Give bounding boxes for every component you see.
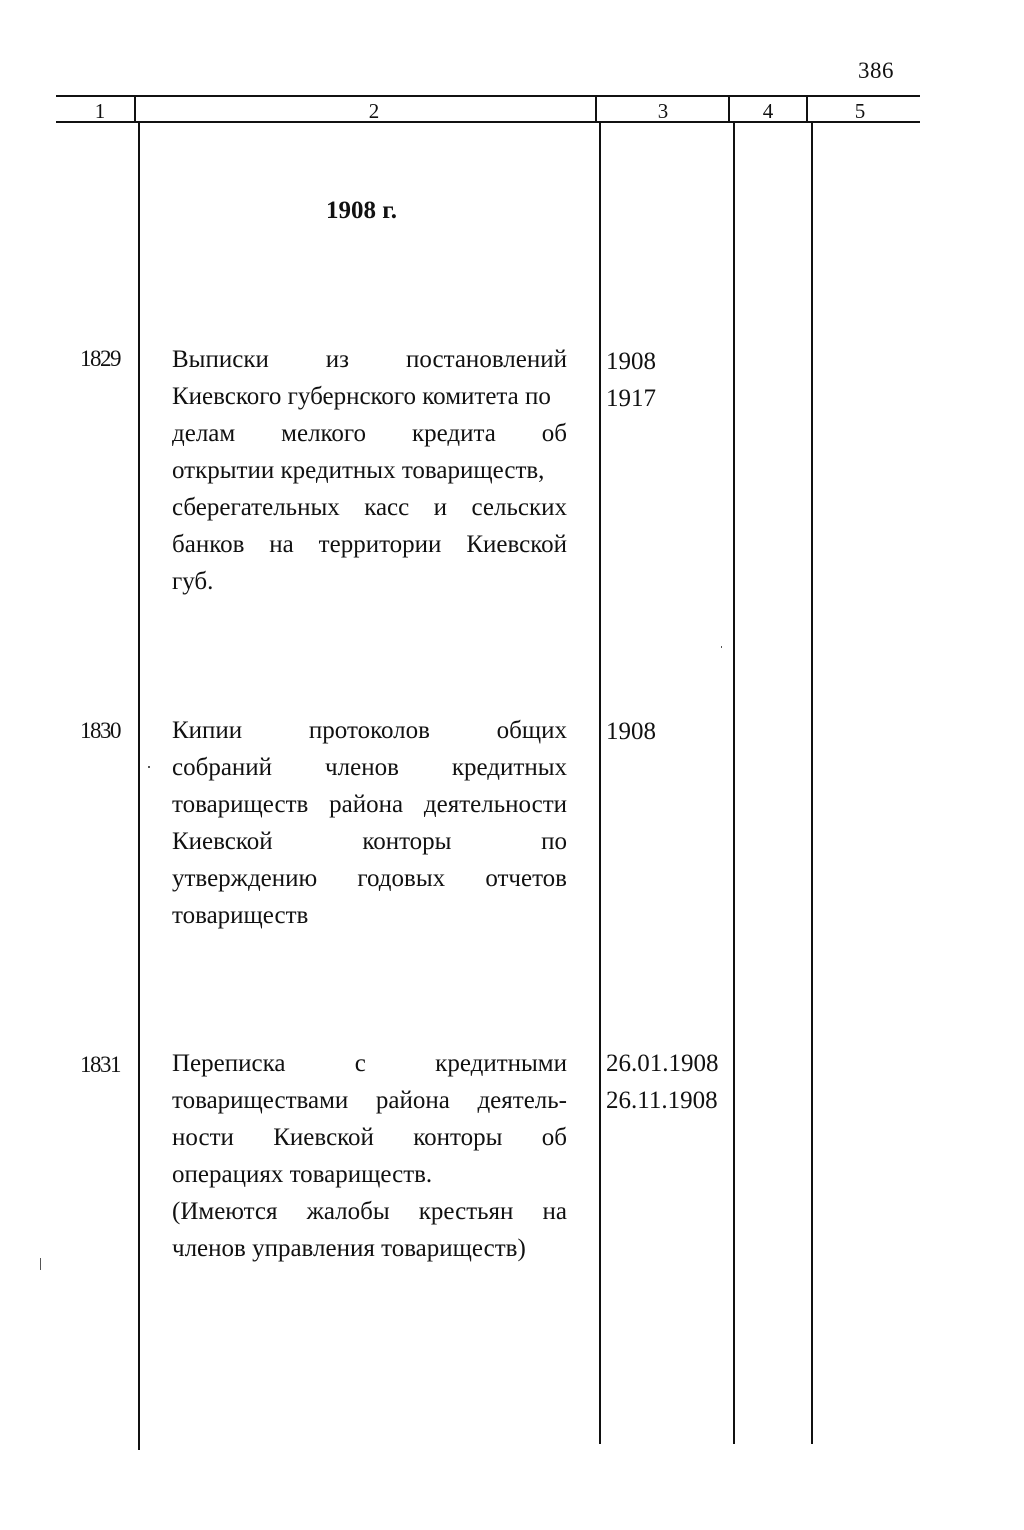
entry-dates [606,713,736,750]
description-line: товариществами района деятель- [172,1087,567,1114]
description-line: членов управления товариществ) [172,1235,526,1262]
table-top-rule [56,95,920,97]
description-line: операциях товариществ. [172,1161,433,1188]
column-divider-3-4-body [733,122,735,1444]
entry-description [172,341,567,600]
page-number: 386 [858,58,894,83]
column-divider-1-2-body [138,122,140,1450]
description-line: Переписка с кредитными [172,1050,567,1077]
entry-number: 1829 [80,346,120,371]
entry-description [172,1045,567,1267]
date-value: 1917 [606,385,656,412]
description-line: делам мелкого кредита об [172,420,567,447]
description-line: товариществ района деятельности [172,791,567,818]
description-line: утверждению годовых отчетов [172,865,567,892]
scan-speck [40,1258,41,1270]
entry-number: 1831 [80,1052,120,1077]
description-line: открытии кредитных товариществ, [172,457,545,484]
description-line: Киевского губернского комитета по [172,383,551,410]
entry-number: 1830 [80,718,120,743]
column-divider-3-4 [728,96,730,122]
date-value: 1908 [606,718,656,745]
description-line: Кипии протоколов общих [172,717,567,744]
date-value: 1908 [606,348,656,375]
column-divider-1-2 [134,96,136,122]
column-header-4: 4 [762,99,774,123]
description-line: Выписки из постановлений [172,346,567,373]
section-year-heading: 1908 г. [326,197,398,224]
table-header-rule [56,121,920,123]
description-line: Киевской конторы по [172,828,567,855]
date-value: 26.11.1908 [606,1087,718,1114]
column-divider-4-5 [806,96,808,122]
scan-speck [721,646,722,648]
entry-description [172,712,567,934]
column-header-2: 2 [368,99,380,123]
description-line: губ. [172,568,214,595]
entry-dates [606,343,736,417]
column-divider-4-5-body [811,122,813,1444]
description-line: (Имеются жалобы крестьян на [172,1198,567,1225]
description-line: товариществ [172,902,309,929]
column-header-1: 1 [94,99,106,123]
scan-speck [148,766,150,768]
column-header-3: 3 [657,99,669,123]
description-line: собраний членов кредитных [172,754,567,781]
date-value: 26.01.1908 [606,1050,719,1077]
column-divider-2-3-body [599,122,601,1444]
entry-dates [606,1045,736,1119]
column-divider-2-3 [595,96,597,122]
column-header-5: 5 [854,99,866,123]
description-line: ности Киевской конторы об [172,1124,567,1151]
description-line: сберегательных касс и сельских [172,494,567,521]
description-line: банков на территории Киевской [172,531,567,558]
